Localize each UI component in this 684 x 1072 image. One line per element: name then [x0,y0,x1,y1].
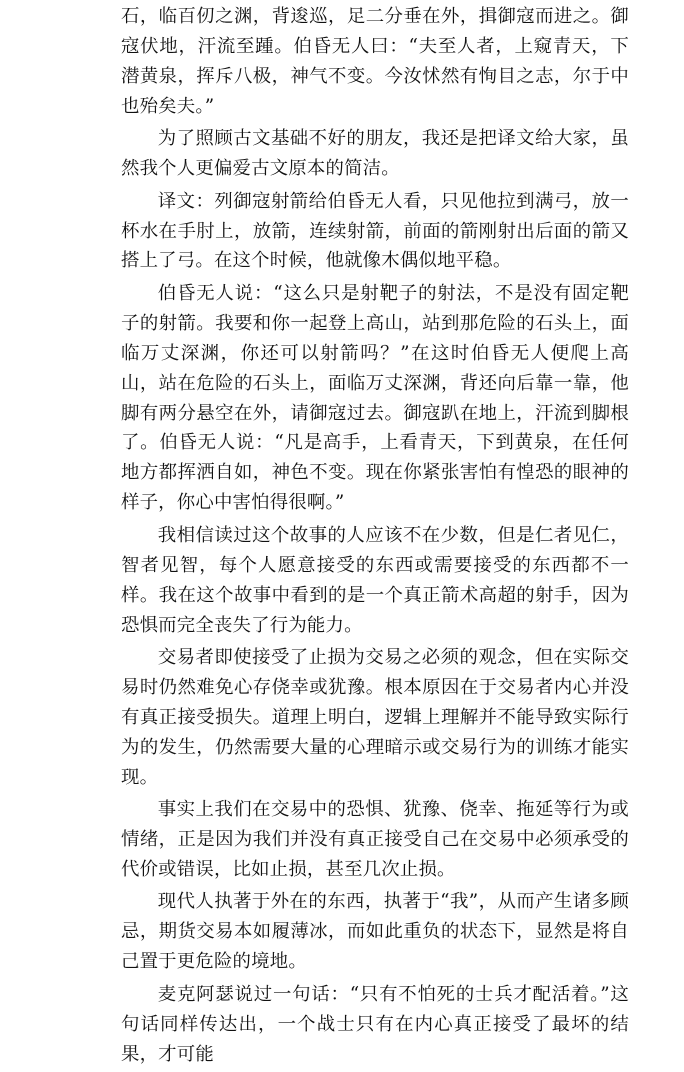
body-text [121,2,629,1072]
paragraph-translation-part2: 伯昏无人说：“这么只是射靶子的射法，不是没有固定靶子的射箭。我要和你一起登上高山，站到那危险的石头上，面临万丈深渊，你还可以射箭吗？”在这时伯昏无人便爬上高山，站在危险的石头上，面临万丈深渊，背还向后靠一靠，他脚有两分悬空在外，请御寇过去。御寇趴在地上，汗流到脚根了。伯昏无人说：“凡是高手，上看青天，下到黄泉，在任何地方都挥洒自如，神色不变。现在你紧张害怕有惶恐的眼神的样子，你心中害怕得很啊。” [121,282,629,514]
paragraph-macarthur-quote: 麦克阿瑟说过一句话：“只有不怕死的士兵才配活着。”这句话同样传达出，一个战士只有在内心真正接受了最坏的结果，才可能 [121,983,629,1065]
paragraph-translation-note: 为了照顾古文基础不好的朋友，我还是把译文给大家，虽然我个人更偏爱古文原本的简洁。 [121,128,629,180]
paragraph-stop-loss: 交易者即使接受了止损为交易之必须的观念，但在实际交易时仍然难免心存侥幸或犹豫。根本原因在于交易者内心并没有真正接受损失。道理上明白，逻辑上理解并不能导致实际行为的发生，仍然需要大量的心理暗示或交易行为的训练才能实现。 [121,647,629,788]
paragraph-story-reflection: 我相信读过这个故事的人应该不在少数，但是仁者见仁，智者见智，每个人愿意接受的东西或需要接受的东西都不一样。我在这个故事中看到的是一个真正箭术高超的射手，因为恐惧而完全丧失了行为能力。 [121,524,629,636]
paragraph-translation-part1: 译文：列御寇射箭给伯昏无人看，只见他拉到满弓，放一杯水在手肘上，放箭，连续射箭，前面的箭刚射出后面的箭又搭上了弓。在这个时候，他就像木偶似地平稳。 [121,190,629,272]
paragraph-trading-emotions: 事实上我们在交易中的恐惧、犹豫、侥幸、拖延等行为或情绪，正是因为我们并没有真正接受自己在交易中必须承受的代价或错误，比如止损，甚至几次止损。 [121,799,629,880]
paragraph-classical-quote: 石，临百仞之渊，背逡巡，足二分垂在外，揖御寇而进之。御寇伏地，汗流至踵。伯昏无人曰：“夫至人者，上窥青天，下潜黄泉，挥斥八极，神气不变。今汝怵然有恂目之志，尔于中也殆矣夫。” [121,6,629,117]
paragraph-attachment: 现代人执著于外在的东西，执著于“我”，从而产生诸多顾忌，期货交易本如履薄冰，而如此重负的状态下，显然是将自己置于更危险的境地。 [121,891,629,973]
